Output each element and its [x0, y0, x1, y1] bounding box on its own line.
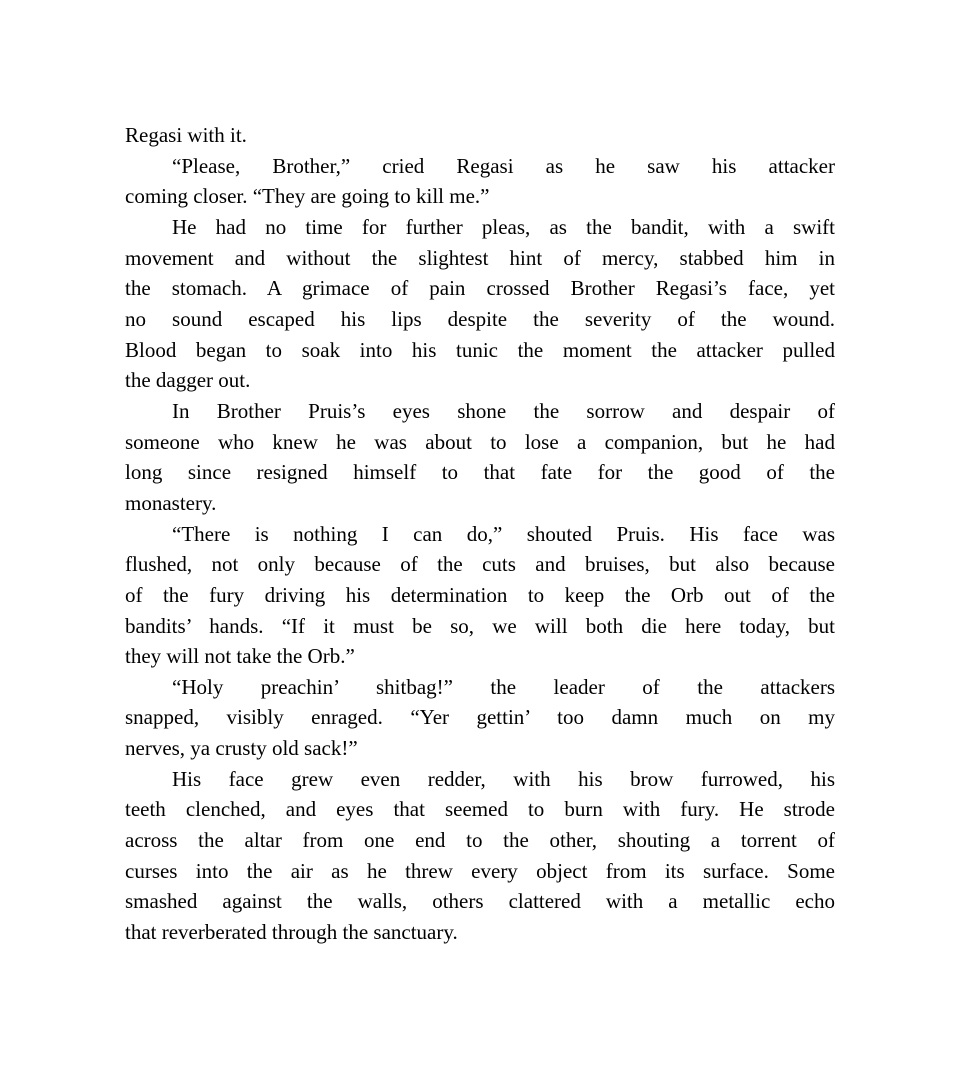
text-line: He had no time for further pleas, as the bandit, with a swift: [172, 214, 835, 239]
paragraph: [125, 519, 835, 672]
text-line: they will not take the Orb.”: [125, 644, 355, 669]
text-line: no sound escaped his lips despite the severity of the wound.: [125, 306, 835, 331]
text-line: curses into the air as he threw every object from its surface. Some: [125, 858, 835, 883]
paragraph: [125, 120, 835, 151]
text-line: nerves, ya crusty old sack!”: [125, 736, 358, 761]
text-line: across the altar from one end to the other, shouting a torrent of: [125, 828, 835, 853]
text-line: coming closer. “They are going to kill me.”: [125, 184, 490, 209]
text-line: long since resigned himself to that fate for the good of the: [125, 460, 835, 485]
paragraph: [125, 151, 835, 212]
text-line: monastery.: [125, 490, 217, 515]
text-line: Blood began to soak into his tunic the moment the attacker pulled: [125, 337, 835, 362]
page-text: [125, 120, 835, 948]
paragraph: [125, 396, 835, 519]
paragraph: [125, 672, 835, 764]
text-line: Regasi with it.: [125, 123, 247, 147]
text-line: the stomach. A grimace of pain crossed Brother Regasi’s face, yet: [125, 276, 835, 301]
text-line: teeth clenched, and eyes that seemed to burn with fury. He strode: [125, 797, 835, 822]
text-line: snapped, visibly enraged. “Yer gettin’ too damn much on my: [125, 705, 835, 730]
text-line: the dagger out.: [125, 368, 251, 393]
text-line: In Brother Pruis’s eyes shone the sorrow and despair of: [172, 398, 835, 423]
text-line: His face grew even redder, with his brow furrowed, his: [172, 766, 835, 791]
text-line: “There is nothing I can do,” shouted Pruis. His face was: [172, 521, 835, 546]
text-line: smashed against the walls, others clattered with a metallic echo: [125, 889, 835, 914]
text-line: of the fury driving his determination to keep the Orb out of the: [125, 582, 835, 607]
text-line: movement and without the slightest hint of mercy, stabbed him in: [125, 245, 835, 270]
text-line: flushed, not only because of the cuts and bruises, but also because: [125, 552, 835, 577]
paragraph: [125, 764, 835, 948]
text-line: that reverberated through the sanctuary.: [125, 920, 458, 945]
text-line: “Holy preachin’ shitbag!” the leader of the attackers: [172, 674, 835, 699]
paragraph: [125, 212, 835, 396]
text-line: “Please, Brother,” cried Regasi as he saw his attacker: [172, 153, 835, 178]
book-page: [125, 120, 835, 948]
text-line: someone who knew he was about to lose a companion, but he had: [125, 429, 835, 454]
text-line: bandits’ hands. “If it must be so, we will both die here today, but: [125, 613, 835, 638]
